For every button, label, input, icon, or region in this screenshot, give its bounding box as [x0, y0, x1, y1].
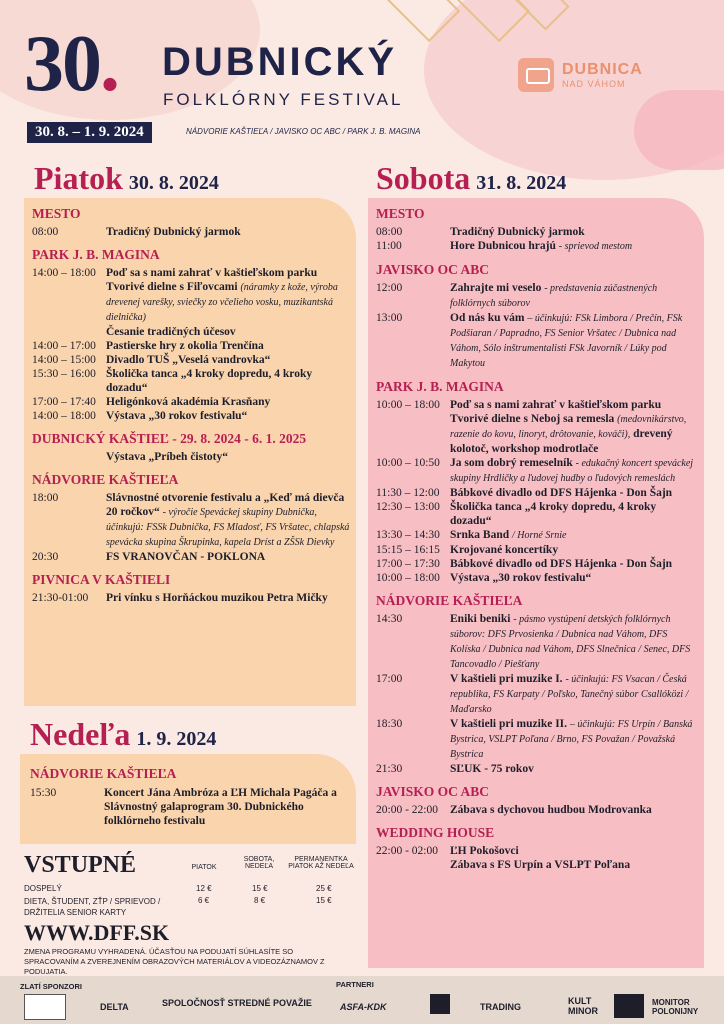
- section-title: NÁDVORIE KAŠTIEĽA: [30, 766, 177, 781]
- partner-logo: [614, 994, 644, 1018]
- section-title: NÁDVORIE KAŠTIEĽA: [32, 472, 179, 487]
- program-row: 21:30-01:00 Pri vínku s Horňáckou muzikou Petra Mičky: [32, 592, 328, 604]
- section-title: NÁDVORIE KAŠTIEĽA: [376, 593, 523, 608]
- program-row: Výstava „Príbeh čistoty“: [106, 451, 229, 463]
- program-row: Zábava s FS Urpín a VSLPT Poľana: [450, 859, 631, 871]
- program-row: 14:00 – 17:00 Pastierske hry z okolia Trenčína: [32, 340, 264, 352]
- partner-logo: KULT MINOR: [568, 996, 598, 1016]
- program-row: 17:00 V kaštieli pri muzike I. - účinkujú: FS Vsacan / Česká republika, FS Karpaty / Poľsko, Tanečný súbor Csallóközi / Maďarsko: [376, 673, 689, 715]
- website-link[interactable]: WWW.DFF.SK: [24, 920, 170, 945]
- sponsor-footer: ZLATÍ SPONZORI PARTNERI DELTA SPOLOČNOSŤ STREDNÉ POVAŽIE ASFA-KDK TRADING KULT MINOR MONITOR POLONIJNY: [0, 976, 724, 1024]
- partner-logo: [430, 994, 450, 1014]
- festival-subtitle: FOLKLÓRNY FESTIVAL: [163, 90, 404, 109]
- program-row: 17:00 – 17:40 Heligónková akadémia Krasňany: [32, 396, 271, 408]
- friday-heading: Piatok 30. 8. 2024: [34, 160, 219, 196]
- dubnica-logo: [518, 58, 643, 92]
- saturday-program: [376, 206, 700, 872]
- sponsor-logo: SPOLOČNOSŤ STREDNÉ POVAŽIE: [162, 998, 312, 1008]
- program-row: 14:00 – 18:00 Výstava „30 rokov festivalu“: [32, 410, 248, 422]
- program-row: 15:30 – 16:00 Školička tanca „4 kroky dopredu, 4 kroky dozadu“: [32, 368, 313, 394]
- logo-name: DUBNICA: [562, 61, 643, 78]
- program-row: 13:00 Od nás ku vám – účinkujú: FSk Limbora / Prečín, FSk Podšiaran / Papradno, FS Senior Vršatec / Dubnica nad Váhom, Sólo inštrumentalisti FSk Javorník / Lúky pod Makytou: [376, 312, 683, 369]
- program-row: Tvorivé dielne s Neboj sa remesla (medovnikárstvo, razenie do kovu, linoryt, drôtovanie, kováči), drevený kolotoč, workshop modrotlače: [450, 413, 687, 455]
- program-row: Tvorivé dielne s Fiľovcami (náramky z kože, výroba drevenej varešky, sviečky zo včelieho vosku, muzikantská dielnička): [106, 281, 338, 323]
- program-row: 11:30 – 12:00 Bábkové divadlo od DFS Hájenka - Don Šajn: [376, 487, 673, 499]
- section-title: PIVNICA V KAŠTIELI: [32, 572, 171, 587]
- section-title: PARK J. B. MAGINA: [32, 247, 160, 262]
- program-row: 20:30 FS VRANOVČAN - POKLONA: [32, 551, 266, 563]
- program-row: 10:00 – 10:50 Ja som dobrý remeselník - edukačný koncert speváckej skupiny Hrdličky a ľudovej hudby o ľudových remeslách: [376, 457, 694, 484]
- program-row: 17:00 – 17:30 Bábkové divadlo od DFS Hájenka - Don Šajn: [376, 558, 673, 570]
- price-title: VSTUPNÉ: [24, 852, 137, 878]
- section-title: DUBNICKÝ KAŠTIEĽ - 29. 8. 2024 - 6. 1. 2025: [32, 431, 307, 446]
- saturday-heading: Sobota 31. 8. 2024: [376, 160, 567, 196]
- program-row: 14:30 Eniki beniki - pásmo vystúpení detských folklórnych súborov: DFS Prvosienka / Dubnica nad Váhom, DFS Kolíska / Dubnica nad Váhom, DFS Slnečnica / Senec, DFS Tancovadlo / Piešťany: [376, 613, 691, 670]
- program-row: 14:00 – 18:00 Poď sa s nami zahrať v kaštieľskom parku: [32, 267, 318, 279]
- section-title: MESTO: [376, 206, 425, 221]
- program-row: 18:30 V kaštieli pri muzike II. – účinkujú: FS Urpín / Banská Bystrica, VSLPT Poľana / Brno, FS Považan / Považská Bystrica: [376, 718, 693, 760]
- partner-logo: MONITOR POLONIJNY: [652, 998, 699, 1016]
- dubnica-logo-icon: [518, 58, 554, 92]
- program-row: 14:00 – 15:00 Divadlo TUŠ „Veselá vandrovka“: [32, 354, 271, 366]
- sponsor-logo: [24, 994, 66, 1020]
- section-title: WEDDING HOUSE: [376, 825, 495, 840]
- partner-logo: TRADING: [480, 1002, 521, 1012]
- program-row: 10:00 – 18:00 Poď sa s nami zahrať v kaštieľskom parku: [376, 399, 662, 411]
- program-row: 11:00 Hore Dubnicou hrajú - sprievod mestom: [376, 240, 633, 252]
- section-title: PARK J. B. MAGINA: [376, 379, 504, 394]
- sponsor-logo: DELTA: [100, 1002, 129, 1012]
- sunday-program: [30, 766, 350, 828]
- program-row: 15:15 – 16:15 Krojované koncertíky: [376, 544, 559, 556]
- program-row: 12:00 Zahrajte mi veselo - predstavenia zúčastnených folklórnych súborov: [376, 282, 658, 309]
- logo-sub: NAD VÁHOM: [562, 79, 626, 89]
- section-title: MESTO: [32, 206, 81, 221]
- decor-shape: [634, 90, 724, 170]
- festival-venues: NÁDVORIE KAŠTIEĽA / JAVISKO OC ABC / PARK J. B. MAGINA: [186, 127, 421, 136]
- festival-dates: 30. 8. – 1. 9. 2024: [27, 122, 152, 143]
- program-row: 21:30 SĽUK - 75 rokov: [376, 763, 534, 775]
- sunday-heading: Nedeľa 1. 9. 2024: [30, 716, 217, 752]
- program-row: 12:30 – 13:00 Školička tanca „4 kroky dopredu, 4 kroky dozadu“: [376, 501, 657, 527]
- program-row: 08:00 Tradičný Dubnický jarmok: [376, 226, 585, 238]
- friday-program: [32, 206, 352, 605]
- program-row: 18:00 Slávnostné otvorenie festivalu a „Keď má dievča 20 ročkov“ - výročie Speváckej skupiny Dubnička, účinkujú: FSSk Dubnička, FS Mladosť, FS Vršatec, chlapská spevácka skupina Škrupinka, kapela Dríst a ZŠSk Dievky: [32, 492, 350, 548]
- disclaimer: ZMENA PROGRAMU VYHRADENÁ. ÚČASŤOU NA PODUJATÍ SÚHLASÍTE SO SPRACOVANÍM A ZVEREJNENÍM OBRAZOVÝCH MATERIÁLOV A VIDEOZÁZNAMOV Z PODUJATIA.: [24, 947, 325, 976]
- program-row: 15:30 Koncert Jána Ambróza a ĽH Michala Pagáča a Slávnostný galaprogram 30. Dubnického folklórneho festivalu: [30, 787, 337, 827]
- section-title: JAVISKO OC ABC: [376, 784, 490, 799]
- partner-logo: ASFA-KDK: [340, 1002, 387, 1012]
- section-title: JAVISKO OC ABC: [376, 262, 490, 277]
- program-row: 22:00 - 02:00 ĽH Pokošovci: [376, 845, 519, 857]
- program-row: 13:30 – 14:30 Srnka Band / Horné Srnie: [376, 529, 567, 541]
- festival-number: 30.: [24, 20, 118, 108]
- program-row: 10:00 – 18:00 Výstava „30 rokov festivalu“: [376, 572, 592, 584]
- program-row: 20:00 - 22:00 Zábava s dychovou hudbou Modrovanka: [376, 804, 652, 816]
- program-row: 08:00 Tradičný Dubnický jarmok: [32, 226, 241, 238]
- program-row: Česanie tradičných účesov: [106, 326, 236, 338]
- festival-title: DUBNICKÝ: [162, 40, 398, 84]
